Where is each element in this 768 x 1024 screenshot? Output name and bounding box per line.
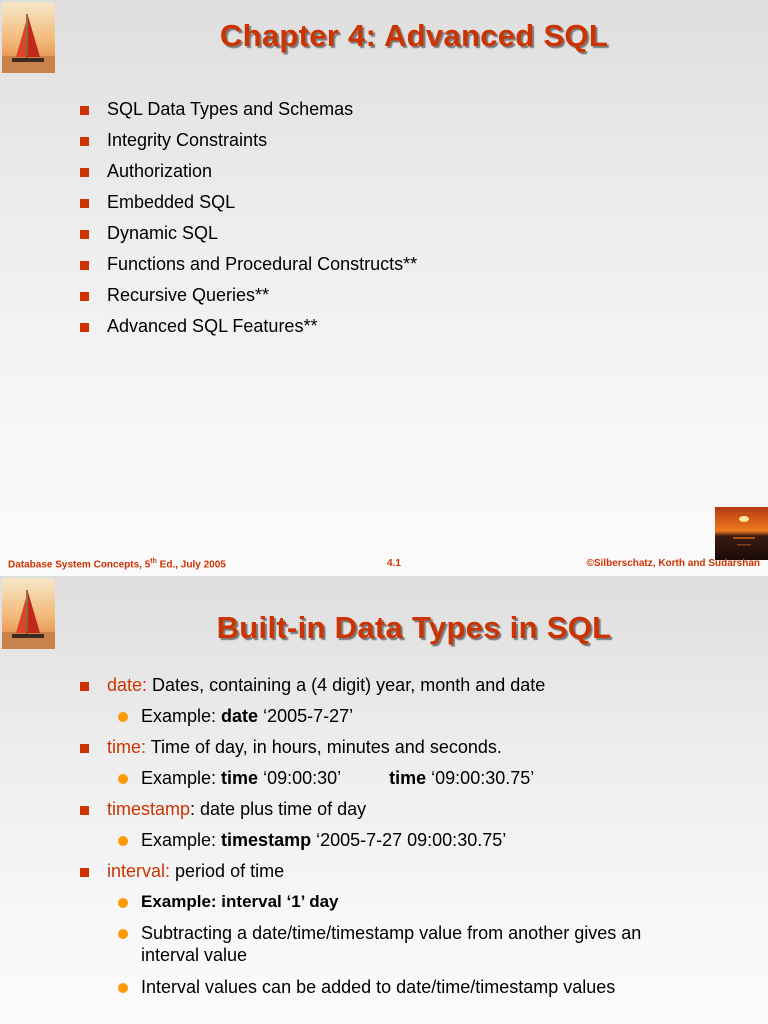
list-item: Embedded SQL [0,191,417,222]
list-item-date: date: Dates, containing a (4 digit) year, month and date [0,674,661,705]
square-bullet-icon [80,806,89,815]
list-item-timestamp: timestamp: date plus time of day [0,798,661,829]
slide-title: Chapter 4: Advanced SQL [219,18,609,53]
topic-list [0,98,417,346]
sailboat-logo-icon [2,578,55,649]
list-item: Functions and Procedural Constructs** [0,253,417,284]
sub-item-time-example: Example: time ‘09:00:30’ time ‘09:00:30.75’ [0,767,661,798]
square-bullet-icon [80,292,89,301]
round-bullet-icon [118,836,128,846]
sub-item-interval-subtract: Subtracting a date/time/timestamp value from another gives an interval value [0,922,661,976]
square-bullet-icon [80,230,89,239]
square-bullet-icon [80,106,89,115]
square-bullet-icon [80,199,89,208]
sailboat-logo-icon [2,2,55,73]
round-bullet-icon [118,898,128,908]
square-bullet-icon [80,261,89,270]
round-bullet-icon [118,983,128,993]
sub-item-date-example: Example: date ‘2005-7-27’ [0,705,661,736]
list-item-time: time: Time of day, in hours, minutes and seconds. [0,736,661,767]
square-bullet-icon [80,682,89,691]
square-bullet-icon [80,868,89,877]
round-bullet-icon [118,929,128,939]
square-bullet-icon [80,323,89,332]
list-item: Recursive Queries** [0,284,417,315]
square-bullet-icon [80,168,89,177]
sunset-image-icon [715,507,768,560]
list-item: SQL Data Types and Schemas [0,98,417,129]
sub-item-timestamp-example: Example: timestamp ‘2005-7-27 09:00:30.75’ [0,829,661,860]
sub-item-interval-example: Example: interval ‘1’ day [0,891,661,922]
footer-book-title: Database System Concepts, 5th Ed., July 2005 [8,558,226,571]
round-bullet-icon [118,712,128,722]
list-item: Integrity Constraints [0,129,417,160]
sub-item-interval-add: Interval values can be added to date/time/timestamp values [0,976,661,1007]
list-item-interval: interval: period of time [0,860,661,891]
slide-2 [0,576,768,1024]
list-item: Authorization [0,160,417,191]
footer-page-number: 4.1 [387,558,401,569]
slide-title: Built-in Data Types in SQL [216,610,612,645]
data-type-list [0,674,661,1007]
square-bullet-icon [80,137,89,146]
round-bullet-icon [118,774,128,784]
slide-footer [0,558,768,572]
list-item: Advanced SQL Features** [0,315,417,346]
footer-copyright: ©Silberschatz, Korth and Sudarshan [586,558,760,569]
list-item: Dynamic SQL [0,222,417,253]
square-bullet-icon [80,744,89,753]
